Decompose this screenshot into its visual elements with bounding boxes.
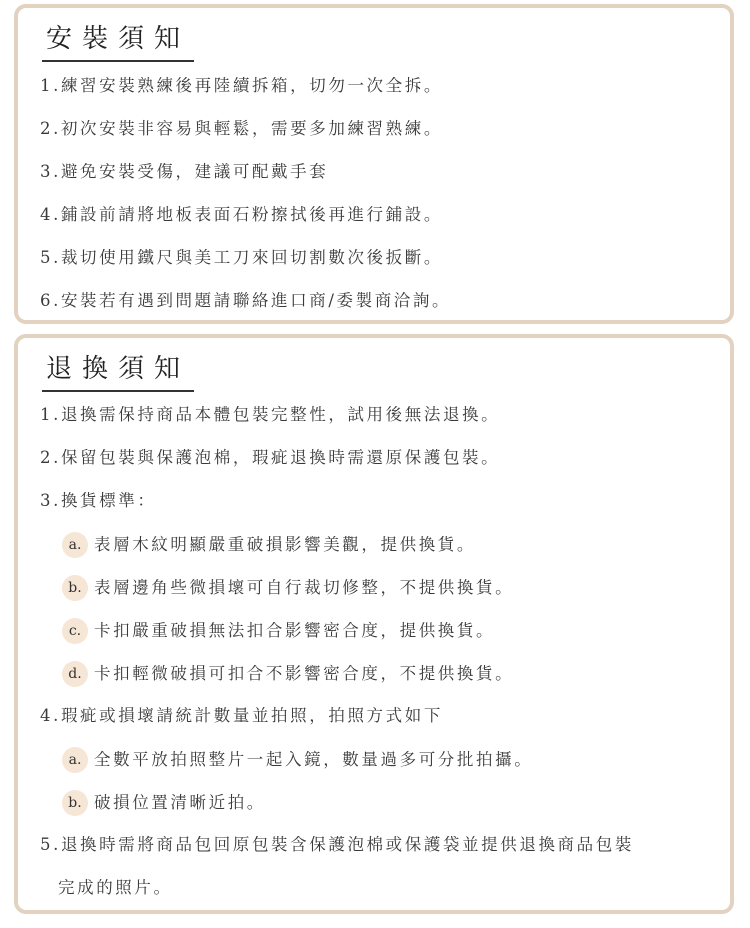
letter-badge: d. (62, 661, 88, 687)
return-item-2: 2.保留包裝與保護泡棉，瑕疵退換時需還原保護包裝。 (40, 448, 501, 467)
photo-method-b (62, 790, 266, 816)
criteria-text: 卡扣嚴重破損無法扣合影響密合度，提供換貨。 (94, 621, 496, 640)
return-notice-title: 退換須知 (42, 352, 194, 392)
install-item-6: 6.安裝若有遇到問題請聯絡進口商/委製商洽詢。 (40, 291, 452, 310)
install-item-5: 5.裁切使用鐵尺與美工刀來回切割數次後扳斷。 (40, 248, 443, 267)
exchange-criteria-a (62, 532, 476, 558)
return-item-5-continued: 完成的照片。 (58, 878, 173, 897)
return-item-5: 5.退換時需將商品包回原包裝含保護泡棉或保護袋並提供退換商品包裝 (40, 835, 634, 854)
letter-badge: b. (62, 790, 88, 816)
exchange-criteria-c (62, 618, 495, 644)
install-item-4: 4.鋪設前請將地板表面石粉擦拭後再進行鋪設。 (40, 205, 443, 224)
letter-badge: a. (62, 532, 88, 558)
criteria-text: 卡扣輕微破損可扣合不影響密合度，不提供換貨。 (94, 664, 515, 683)
exchange-criteria-b (62, 575, 514, 601)
letter-badge: a. (62, 747, 88, 773)
return-item-3: 3.換貨標準： (40, 491, 157, 510)
criteria-text: 表層木紋明顯嚴重破損影響美觀，提供換貨。 (94, 535, 476, 554)
return-item-4: 4.瑕疵或損壞請統計數量並拍照，拍照方式如下 (40, 706, 443, 725)
letter-badge: c. (62, 618, 88, 644)
photo-method-text: 全數平放拍照整片一起入鏡，數量過多可分批拍攝。 (94, 750, 534, 769)
return-notice-panel (14, 334, 734, 914)
photo-method-text: 破損位置清晰近拍。 (94, 793, 266, 812)
install-item-2: 2.初次安裝非容易與輕鬆，需要多加練習熟練。 (40, 119, 443, 138)
install-item-3: 3.避免安裝受傷，建議可配戴手套 (40, 162, 329, 181)
install-notice-panel (14, 4, 734, 324)
install-notice-title: 安裝須知 (42, 22, 194, 62)
criteria-text: 表層邊角些微損壞可自行裁切修整，不提供換貨。 (94, 578, 515, 597)
photo-method-a (62, 747, 533, 773)
install-item-1: 1.練習安裝熟練後再陸續拆箱，切勿一次全拆。 (40, 76, 443, 95)
return-item-1: 1.退換需保持商品本體包裝完整性，試用後無法退換。 (40, 405, 501, 424)
letter-badge: b. (62, 575, 88, 601)
exchange-criteria-d (62, 661, 514, 687)
